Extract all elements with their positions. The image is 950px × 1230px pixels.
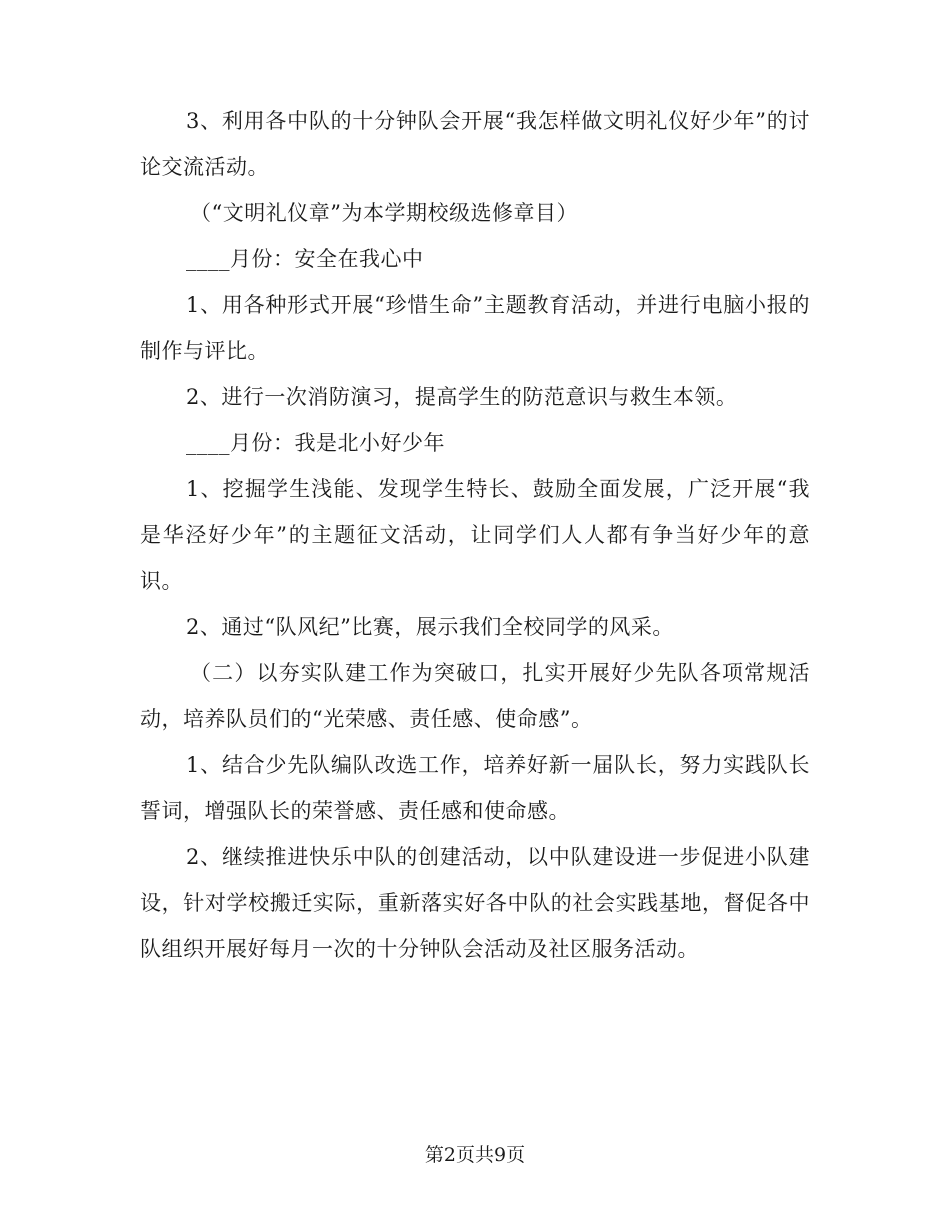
section-heading-good-youth: ____月份：我是北小好少年 (186, 431, 445, 455)
page-number: 第2页共9页 (424, 1144, 526, 1166)
paragraph-note-elective: （“文明礼仪章”为本学期校级选修章目） (190, 201, 578, 225)
section-heading-safety: ____月份：安全在我心中 (186, 247, 424, 271)
paragraph-safety-item-2: 2、进行一次消防演习，提高学生的防范意识与救生本领。 (186, 385, 738, 409)
paragraph-youth-item-2: 2、通过“队风纪”比赛，展示我们全校同学的风采。 (186, 615, 674, 639)
paragraph-team-item-1: 1、结合少先队编队改选工作，培养好新一届队长，努力实践队长誓词，增强队长的荣誉感、责任感和使命感。 (140, 753, 810, 823)
paragraph-team-item-2: 2、继续推进快乐中队的创建活动，以中队建设进一步促进小队建设，针对学校搬迁实际，重新落实好各中队的社会实践基地，督促各中队组织开展好每月一次的十分钟队会活动及社区服务活动。 (140, 845, 810, 961)
paragraph-youth-item-1: 1、挖掘学生浅能、发现学生特长、鼓励全面发展，广泛开展“我是华泾好少年”的主题征文活动，让同学们人人都有争当好少年的意识。 (140, 477, 810, 593)
paragraph-safety-item-1: 1、用各种形式开展“珍惜生命”主题教育活动，并进行电脑小报的制作与评比。 (140, 293, 810, 363)
section-heading-part-two: （二）以夯实队建工作为突破口，扎实开展好少先队各项常规活动，培养队员们的“光荣感、责任感、使命感”。 (140, 661, 810, 731)
document-body (140, 98, 810, 972)
paragraph-item-3: 3、利用各中队的十分钟队会开展“我怎样做文明礼仪好少年”的讨论交流活动。 (140, 109, 810, 179)
